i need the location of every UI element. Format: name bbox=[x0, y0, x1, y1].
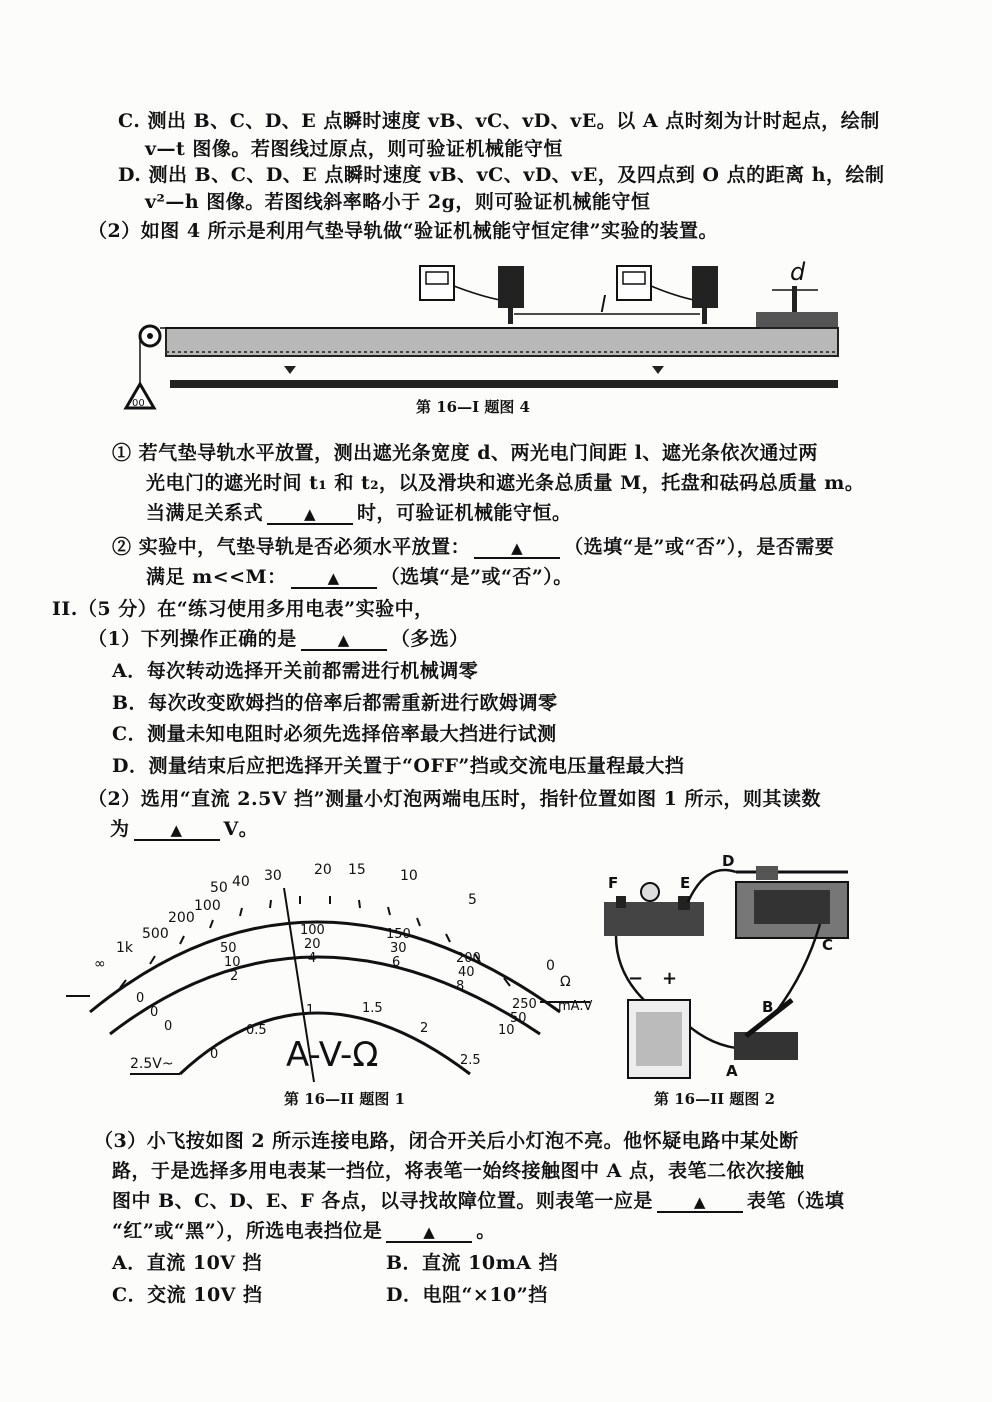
mav-unit-label: mA.V bbox=[558, 999, 593, 1014]
tick-ohm-inf: ∞ bbox=[94, 956, 106, 972]
svg-text:0: 0 bbox=[136, 991, 145, 1006]
label-plus: + bbox=[662, 968, 678, 989]
tick-ohm-10: 10 bbox=[400, 868, 418, 884]
svg-text:0: 0 bbox=[150, 1005, 159, 1020]
ii-option-b: B．每次改变欧姆挡的倍率后都需重新进行欧姆调零 bbox=[112, 692, 558, 714]
subq-1-post: 时，可验证机械能守恒。 bbox=[357, 502, 572, 524]
subq-1-line2: 光电门的遮光时间 t₁ 和 t₂，以及滑块和遮光条总质量 M，托盘和砝码总质量 m。 bbox=[146, 472, 865, 494]
svg-text:2.5: 2.5 bbox=[460, 1053, 481, 1068]
tick-ohm-30: 30 bbox=[264, 868, 282, 884]
svg-text:4: 4 bbox=[308, 951, 317, 966]
label-a: A bbox=[726, 1062, 738, 1080]
svg-text:200: 200 bbox=[456, 951, 481, 966]
meter-center-label: A-V-Ω bbox=[286, 1035, 379, 1075]
ii-option-a: A．每次转动选择开关前都需进行机械调零 bbox=[112, 660, 479, 682]
svg-text:40: 40 bbox=[458, 965, 475, 980]
svg-text:10: 10 bbox=[224, 955, 241, 970]
label-l: l bbox=[600, 293, 607, 318]
svg-text:0: 0 bbox=[210, 1047, 219, 1062]
svg-text:10: 10 bbox=[498, 1023, 515, 1038]
option-d-line2: v²—h 图像。若图线斜率略小于 2g，则可验证机械能守恒 bbox=[145, 191, 651, 213]
tick-ohm-1k: 1k bbox=[116, 940, 134, 956]
ii-q3-line3: 图中 B、C、D、E、F 各点，以寻找故障位置。则表笔一应是 ▲ 表笔（选填 bbox=[112, 1190, 845, 1212]
ii-option-d: D．测量结束后应把选择开关置于“OFF”挡或交流电压量程最大挡 bbox=[112, 755, 685, 777]
tick-ohm-50: 50 bbox=[210, 880, 228, 896]
svg-text:20: 20 bbox=[304, 937, 321, 952]
svg-text:50: 50 bbox=[510, 1011, 527, 1026]
tick-ohm-20: 20 bbox=[314, 862, 332, 878]
figure-4-air-track bbox=[120, 256, 850, 416]
label-minus: − bbox=[628, 968, 644, 989]
tick-ohm-5: 5 bbox=[468, 892, 477, 908]
label-c: C bbox=[822, 936, 834, 954]
answer-blank-2[interactable]: ▲ bbox=[474, 538, 560, 559]
label-e: E bbox=[680, 874, 691, 892]
ii-q2-line1: （2）选用“直流 2.5V 挡”测量小灯泡两端电压时，指针位置如图 1 所示，则其读数 bbox=[88, 788, 822, 810]
ii-q3-line2: 路，于是选择多用电表某一挡位，将表笔一始终接触图中 A 点，表笔二依次接触 bbox=[112, 1160, 805, 1182]
svg-text:30: 30 bbox=[390, 941, 407, 956]
question-2-intro: （2）如图 4 所示是利用气垫导轨做“验证机械能守恒定律”实验的装置。 bbox=[88, 220, 719, 242]
ii-q3-option-a: A．直流 10V 挡 bbox=[112, 1252, 263, 1274]
svg-text:2: 2 bbox=[230, 969, 239, 984]
tick-ohm-15: 15 bbox=[348, 862, 366, 878]
option-c-line2: v—t 图像。若图线过原点，则可验证机械能守恒 bbox=[145, 138, 563, 160]
svg-text:2: 2 bbox=[420, 1021, 429, 1036]
answer-blank-1[interactable]: ▲ bbox=[267, 504, 353, 525]
answer-blank-4[interactable]: ▲ bbox=[301, 630, 387, 651]
subq-2-line2: 满足 m<<M： ▲ （选填“是”或“否”）。 bbox=[146, 566, 573, 588]
svg-text:1: 1 bbox=[306, 1003, 315, 1018]
label-b: B bbox=[762, 998, 774, 1016]
label-f: F bbox=[608, 874, 619, 892]
subq-1-line1: ① 若气垫导轨水平放置，测出遮光条宽度 d、两光电门间距 l、遮光条依次通过两 bbox=[112, 442, 818, 464]
ii-q3-option-d: D．电阻“×10”挡 bbox=[386, 1284, 548, 1306]
ii-q3-line4: “红”或“黑”），所选电表挡位是 ▲ 。 bbox=[112, 1220, 496, 1242]
figure-2-caption: 第 16—II 题图 2 bbox=[654, 1090, 776, 1108]
answer-blank-6[interactable]: ▲ bbox=[657, 1192, 743, 1213]
figure-1-meter-dial bbox=[60, 852, 600, 1082]
svg-text:8: 8 bbox=[456, 979, 465, 994]
tick-ohm-0: 0 bbox=[546, 958, 555, 974]
subq-1-pre: 当满足关系式 bbox=[146, 502, 264, 524]
ii-option-c: C．测量未知电阻时必须先选择倍率最大挡进行试测 bbox=[112, 723, 557, 745]
svg-text:50: 50 bbox=[220, 941, 237, 956]
label-d: D bbox=[722, 852, 735, 870]
subq-2-line1: ② 实验中，气垫导轨是否必须水平放置： ▲ （选填“是”或“否”），是否需要 bbox=[112, 536, 835, 558]
svg-text:00: 00 bbox=[132, 398, 145, 409]
tick-ohm-40: 40 bbox=[232, 874, 250, 890]
figure-1-caption: 第 16—II 题图 1 bbox=[284, 1090, 406, 1108]
figure-2-circuit bbox=[596, 852, 876, 1084]
ohm-unit-label: Ω bbox=[560, 974, 571, 990]
svg-text:1.5: 1.5 bbox=[362, 1001, 383, 1016]
ac-range-label: 2.5V~ bbox=[130, 1056, 174, 1072]
section-ii-heading: II.（5 分）在“练习使用多用电表”实验中， bbox=[52, 598, 434, 620]
svg-text:0: 0 bbox=[164, 1019, 173, 1034]
answer-blank-7[interactable]: ▲ bbox=[386, 1222, 472, 1243]
svg-text:0.5: 0.5 bbox=[246, 1023, 267, 1038]
label-d: d bbox=[790, 258, 806, 286]
svg-text:150: 150 bbox=[386, 927, 411, 942]
ii-q2-line2: 为 ▲ V。 bbox=[110, 818, 259, 840]
answer-blank-3[interactable]: ▲ bbox=[291, 568, 377, 589]
svg-text:6: 6 bbox=[392, 955, 401, 970]
option-d-line1: D. 测出 B、C、D、E 点瞬时速度 vB、vC、vD、vE，及四点到 O 点的距离 h，绘制 bbox=[118, 164, 885, 186]
ii-q3-option-c: C．交流 10V 挡 bbox=[112, 1284, 263, 1306]
ii-q3-line1: （3）小飞按如图 2 所示连接电路，闭合开关后小灯泡不亮。他怀疑电路中某处断 bbox=[94, 1130, 799, 1152]
subq-1-line3 bbox=[146, 498, 572, 525]
ii-q3-option-b: B．直流 10mA 挡 bbox=[386, 1252, 559, 1274]
figure-4-caption: 第 16—I 题图 4 bbox=[416, 398, 530, 416]
tick-ohm-100: 100 bbox=[194, 898, 221, 914]
option-c-line1: C. 测出 B、C、D、E 点瞬时速度 vB、vC、vD、vE。以 A 点时刻为计时起点，绘制 bbox=[118, 110, 880, 132]
svg-text:100: 100 bbox=[300, 923, 325, 938]
svg-text:250: 250 bbox=[512, 997, 537, 1012]
answer-blank-5[interactable]: ▲ bbox=[134, 820, 220, 841]
tick-ohm-500: 500 bbox=[142, 926, 169, 942]
tick-ohm-200: 200 bbox=[168, 910, 195, 926]
ii-q1: （1）下列操作正确的是 ▲ （多选） bbox=[88, 628, 469, 650]
